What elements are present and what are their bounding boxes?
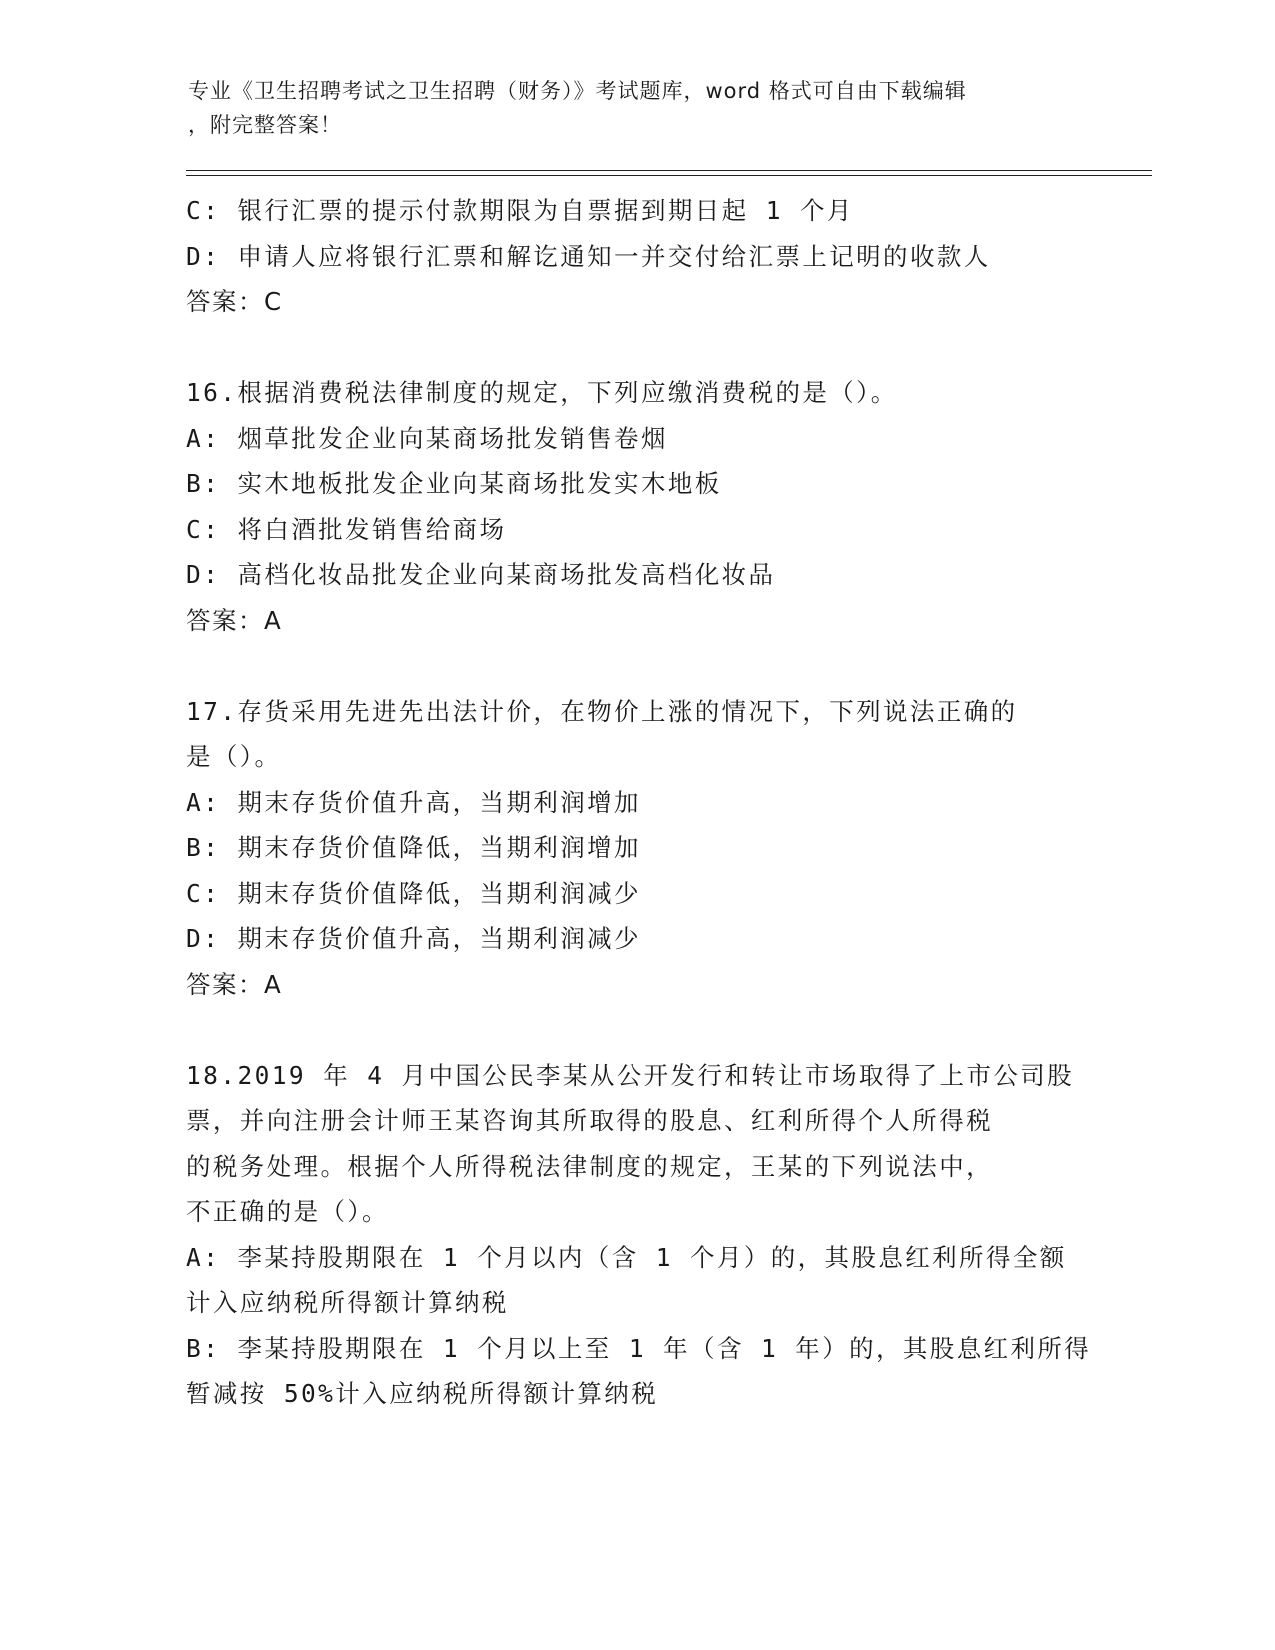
question-16-text: 16.根据消费税法律制度的规定，下列应缴消费税的是（）。 bbox=[186, 378, 898, 407]
answer-prev: 答案：C bbox=[186, 287, 283, 316]
question-18-option-a-line-2: 计入应纳税所得额计算纳税 bbox=[186, 1288, 509, 1317]
spacer bbox=[186, 325, 1086, 371]
question-16-option-b: B: 实木地板批发企业向某商场批发实木地板 bbox=[186, 469, 722, 498]
header-divider-bottom bbox=[186, 175, 1152, 176]
question-16-option-c: C: 将白酒批发销售给商场 bbox=[186, 514, 507, 544]
question-18-option-b-line-2: 暂减按 50%计入应纳税所得额计算纳税 bbox=[186, 1379, 659, 1408]
spacer bbox=[186, 643, 1086, 689]
question-17-answer: 答案：A bbox=[186, 969, 283, 999]
header-divider-top bbox=[186, 170, 1152, 171]
header-line-2: ，附完整答案！ bbox=[188, 113, 342, 137]
header-line-1: 专业《卫生招聘考试之卫生招聘（财务）》考试题库，word 格式可自由下载编辑 bbox=[188, 79, 967, 103]
question-17-text-line-2: 是（）。 bbox=[186, 742, 282, 771]
question-16-option-d: D: 高档化妆品批发企业向某商场批发高档化妆品 bbox=[186, 560, 776, 589]
question-18-text-line-4: 不正确的是（）。 bbox=[186, 1197, 389, 1226]
question-18-text-line-1: 18.2019 年 4 月中国公民李某从公开发行和转让市场取得了上市公司股 bbox=[186, 1060, 1075, 1090]
question-16-option-a: A: 烟草批发企业向某商场批发销售卷烟 bbox=[186, 423, 668, 453]
question-17-option-b: B: 期末存货价值降低，当期利润增加 bbox=[186, 833, 641, 862]
question-17-text-line-1: 17.存货采用先进先出法计价，在物价上涨的情况下，下列说法正确的 bbox=[186, 696, 1018, 726]
question-16-answer: 答案：A bbox=[186, 605, 283, 635]
question-content bbox=[186, 188, 1092, 1417]
question-18-option-b-line-1: B: 李某持股期限在 1 个月以上至 1 年（含 1 年）的，其股息红利所得 bbox=[186, 1333, 1092, 1363]
document-header bbox=[188, 74, 1068, 142]
option-d-prev: D: 申请人应将银行汇票和解讫通知一并交付给汇票上记明的收款人 bbox=[186, 241, 991, 271]
question-17-option-a: A: 期末存货价值升高，当期利润增加 bbox=[186, 787, 641, 817]
question-17-option-c: C: 期末存货价值降低，当期利润减少 bbox=[186, 878, 641, 908]
question-18-option-a-line-1: A: 李某持股期限在 1 个月以内（含 1 个月）的，其股息红利所得全额 bbox=[186, 1242, 1067, 1272]
option-c-prev: C: 银行汇票的提示付款期限为自票据到期日起 1 个月 bbox=[186, 196, 854, 225]
question-17-option-d: D: 期末存货价值升高，当期利润减少 bbox=[186, 924, 641, 953]
question-18-text-line-3: 的税务处理。根据个人所得税法律制度的规定，王某的下列说法中， bbox=[186, 1151, 993, 1181]
question-18-text-line-2: 票，并向注册会计师王某咨询其所取得的股息、红利所得个人所得税 bbox=[186, 1106, 993, 1135]
spacer bbox=[186, 1007, 1086, 1053]
